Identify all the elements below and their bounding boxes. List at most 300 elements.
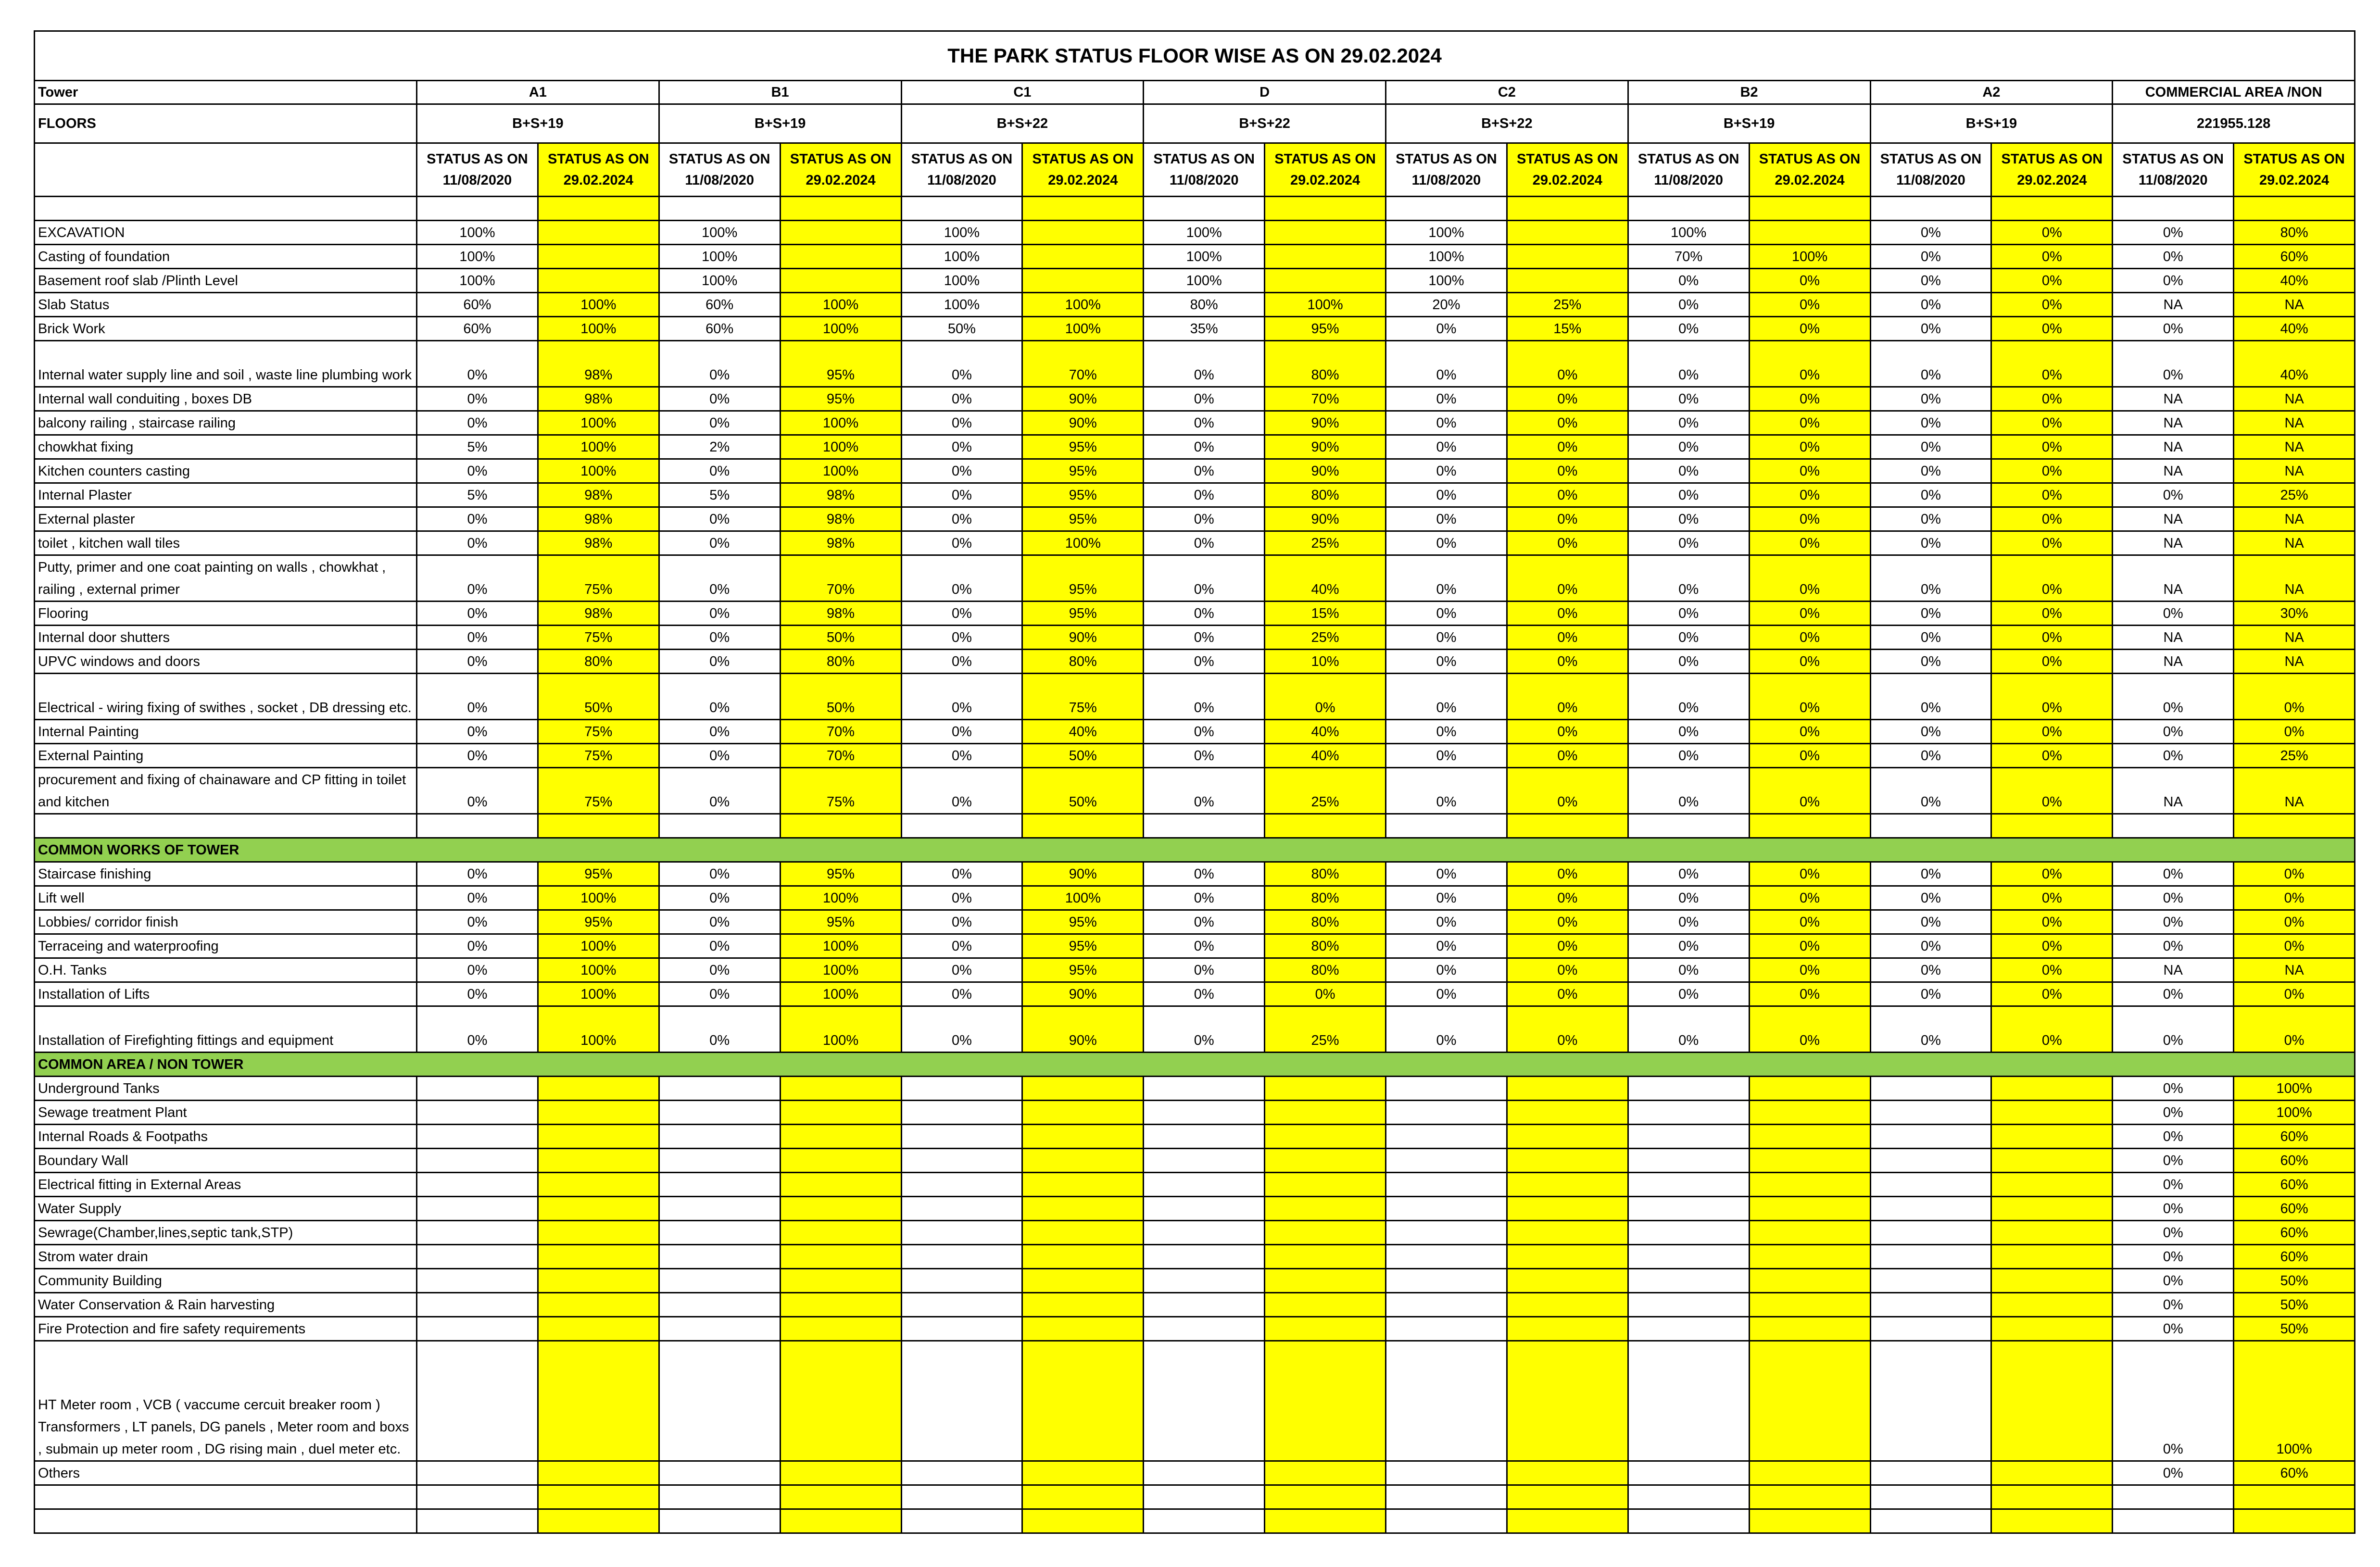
status-new-cell: 95%	[780, 862, 901, 886]
status-cell	[1507, 1509, 1628, 1533]
status-old-cell: 100%	[659, 245, 780, 269]
status-old-cell	[1386, 1173, 1507, 1197]
status-new-cell: 95%	[1022, 910, 1144, 934]
status-old-cell: 0%	[1628, 317, 1749, 341]
status-old-cell: 0%	[901, 531, 1022, 555]
status-old-cell	[1386, 1269, 1507, 1293]
status-old-cell	[417, 1293, 538, 1317]
status-cell	[659, 814, 780, 838]
status-new-cell: 95%	[538, 910, 659, 934]
table-row	[35, 910, 2355, 934]
table-row	[35, 1101, 2355, 1125]
tower-floors: B+S+22	[1144, 104, 1386, 143]
row-label: balcony railing , staircase railing	[35, 411, 417, 435]
status-old-cell	[1386, 1125, 1507, 1149]
status-old-cell: 0%	[659, 602, 780, 626]
status-new-cell: 25%	[1265, 626, 1386, 650]
table-row	[35, 1245, 2355, 1269]
status-cell	[1022, 1485, 1144, 1509]
table-row	[35, 674, 2355, 720]
status-old-cell	[659, 1149, 780, 1173]
status-old-cell	[1144, 1293, 1265, 1317]
status-old-cell: 0%	[1628, 459, 1749, 483]
status-old-cell: 0%	[901, 483, 1022, 507]
status-new-header: STATUS AS ON 29.02.2024	[1749, 143, 1870, 197]
status-new-cell: 75%	[1022, 674, 1144, 720]
status-new-cell	[1265, 1341, 1386, 1461]
status-new-cell	[538, 1077, 659, 1101]
status-old-cell: NA	[2113, 387, 2234, 411]
status-old-cell	[1144, 1149, 1265, 1173]
status-new-cell: 90%	[1022, 1006, 1144, 1053]
status-new-cell	[1022, 1341, 1144, 1461]
status-new-cell: 95%	[1022, 435, 1144, 459]
status-cell	[1870, 814, 1991, 838]
status-new-cell: 40%	[1022, 720, 1144, 744]
status-old-cell: 0%	[1628, 483, 1749, 507]
status-cell	[1991, 197, 2113, 221]
status-cell	[1749, 197, 1870, 221]
status-new-cell: 95%	[1265, 317, 1386, 341]
status-old-cell: 0%	[901, 862, 1022, 886]
row-label: Internal door shutters	[35, 626, 417, 650]
status-new-cell	[1507, 221, 1628, 245]
status-new-cell	[780, 1173, 901, 1197]
tower-floors: B+S+22	[1386, 104, 1628, 143]
status-new-cell: 0%	[1749, 483, 1870, 507]
status-cell	[417, 1509, 538, 1533]
status-old-cell: 0%	[1144, 411, 1265, 435]
status-new-cell: 40%	[1265, 744, 1386, 768]
status-old-cell: 0%	[417, 387, 538, 411]
tower-name: B2	[1628, 81, 1870, 104]
status-new-cell: 0%	[1991, 435, 2113, 459]
status-cell	[538, 197, 659, 221]
status-new-cell: 0%	[1749, 293, 1870, 317]
status-old-cell: 0%	[1144, 744, 1265, 768]
status-new-cell	[1265, 1269, 1386, 1293]
status-new-cell: 0%	[1749, 317, 1870, 341]
status-old-cell: 0%	[417, 602, 538, 626]
status-new-cell: 50%	[2234, 1269, 2355, 1293]
status-old-cell	[417, 1341, 538, 1461]
status-old-cell: 0%	[901, 768, 1022, 814]
tower-floors: B+S+19	[1870, 104, 2113, 143]
status-old-cell: 0%	[901, 674, 1022, 720]
status-new-cell	[1749, 1077, 1870, 1101]
row-label: UPVC windows and doors	[35, 650, 417, 674]
status-cell	[2113, 1509, 2234, 1533]
status-old-cell: 0%	[417, 459, 538, 483]
status-old-cell	[1386, 1101, 1507, 1125]
status-new-cell: 100%	[1022, 317, 1144, 341]
status-new-cell: 100%	[1022, 293, 1144, 317]
row-label: Casting of foundation	[35, 245, 417, 269]
status-new-cell: 75%	[538, 744, 659, 768]
status-new-cell: 0%	[1507, 982, 1628, 1006]
status-cell	[1991, 814, 2113, 838]
status-old-cell	[417, 1125, 538, 1149]
tower-floors: B+S+19	[417, 104, 659, 143]
status-cell	[901, 1485, 1022, 1509]
status-new-cell: 0%	[1749, 602, 1870, 626]
status-old-cell: 0%	[901, 934, 1022, 958]
status-old-cell: 0%	[417, 720, 538, 744]
status-old-cell	[1628, 1221, 1749, 1245]
row-label: Installation of Firefighting fittings and equipment	[35, 1006, 417, 1053]
row-label: chowkhat fixing	[35, 435, 417, 459]
status-cell	[1386, 814, 1507, 838]
status-cell	[2113, 1485, 2234, 1509]
status-new-cell	[780, 245, 901, 269]
status-new-cell: 80%	[538, 650, 659, 674]
status-new-cell: NA	[2234, 293, 2355, 317]
status-new-cell: 90%	[1265, 507, 1386, 531]
status-old-cell	[1870, 1149, 1991, 1173]
status-cell	[659, 197, 780, 221]
status-new-cell	[1507, 1077, 1628, 1101]
status-new-cell	[538, 1245, 659, 1269]
status-old-cell: 0%	[1870, 269, 1991, 293]
status-cell	[1265, 814, 1386, 838]
status-old-cell	[659, 1077, 780, 1101]
status-new-cell	[1022, 1125, 1144, 1149]
status-old-cell: 100%	[1144, 245, 1265, 269]
status-old-cell: 0%	[417, 341, 538, 387]
status-old-cell: 0%	[1144, 507, 1265, 531]
status-old-cell	[1144, 1173, 1265, 1197]
status-new-cell	[1265, 1173, 1386, 1197]
status-old-cell: 0%	[1144, 934, 1265, 958]
status-old-cell: 0%	[1386, 910, 1507, 934]
status-new-cell	[538, 245, 659, 269]
tower-floors: 221955.128	[2113, 104, 2355, 143]
status-new-cell: 0%	[2234, 674, 2355, 720]
status-new-cell: NA	[2234, 626, 2355, 650]
status-new-cell	[1991, 1341, 2113, 1461]
section-title: COMMON WORKS OF TOWER	[35, 838, 2355, 862]
status-new-cell	[538, 1101, 659, 1125]
status-header-row	[35, 143, 2355, 197]
status-new-cell: 95%	[1022, 958, 1144, 982]
status-new-cell	[538, 1461, 659, 1485]
status-old-header: STATUS AS ON 11/08/2020	[1870, 143, 1991, 197]
status-new-cell	[1749, 1341, 1870, 1461]
status-new-cell	[780, 1269, 901, 1293]
row-label: Lift well	[35, 886, 417, 910]
status-new-cell: 40%	[2234, 269, 2355, 293]
status-cell	[1749, 1509, 1870, 1533]
floors-label: FLOORS	[35, 104, 417, 143]
status-new-cell: 100%	[2234, 1077, 2355, 1101]
status-old-cell	[1870, 1245, 1991, 1269]
status-old-cell: 0%	[1870, 958, 1991, 982]
row-label: HT Meter room , VCB ( vaccume cercuit breaker room ) Transformers , LT panels, DG panels , Meter room and boxs , submain up meter room , DG rising main , duel meter etc.	[35, 1341, 417, 1461]
status-cell	[1749, 1485, 1870, 1509]
status-old-cell: NA	[2113, 507, 2234, 531]
status-cell	[1144, 1509, 1265, 1533]
status-new-cell: 0%	[1749, 674, 1870, 720]
status-new-cell	[780, 1317, 901, 1341]
status-old-cell: 0%	[1870, 626, 1991, 650]
status-old-cell: 0%	[417, 744, 538, 768]
status-old-cell: 0%	[1144, 720, 1265, 744]
status-old-cell: 60%	[659, 293, 780, 317]
status-old-cell: 0%	[1144, 862, 1265, 886]
status-new-cell: 0%	[1749, 1006, 1870, 1053]
status-cell	[538, 814, 659, 838]
status-old-cell: 0%	[417, 626, 538, 650]
status-cell	[1870, 197, 1991, 221]
status-old-cell: 0%	[659, 531, 780, 555]
status-old-header: STATUS AS ON 11/08/2020	[1144, 143, 1265, 197]
status-new-cell	[1265, 1317, 1386, 1341]
row-label: procurement and fixing of chainaware and CP fitting in toilet and kitchen	[35, 768, 417, 814]
status-old-cell: 0%	[1144, 341, 1265, 387]
status-old-cell	[1386, 1317, 1507, 1341]
status-old-cell: 0%	[2113, 1149, 2234, 1173]
tower-name: C1	[901, 81, 1144, 104]
status-new-cell	[1991, 1101, 2113, 1125]
status-cell	[417, 1485, 538, 1509]
status-new-cell: 100%	[2234, 1341, 2355, 1461]
status-new-cell: NA	[2234, 435, 2355, 459]
status-new-cell: 0%	[1265, 982, 1386, 1006]
status-old-cell	[1628, 1461, 1749, 1485]
status-new-cell: 100%	[780, 411, 901, 435]
tower-label: Tower	[35, 81, 417, 104]
status-new-cell: 0%	[1749, 886, 1870, 910]
status-new-cell: 80%	[1265, 483, 1386, 507]
row-label	[35, 197, 417, 221]
row-label: Internal wall conduiting , boxes DB	[35, 387, 417, 411]
status-sheet	[34, 30, 2354, 1526]
status-new-cell: 60%	[2234, 1461, 2355, 1485]
status-new-cell	[780, 1293, 901, 1317]
status-old-cell	[1628, 1077, 1749, 1101]
status-new-cell: 100%	[780, 1006, 901, 1053]
status-new-cell	[538, 1221, 659, 1245]
status-old-cell: 0%	[2113, 341, 2234, 387]
status-old-cell: 5%	[659, 483, 780, 507]
status-new-cell: 0%	[1507, 934, 1628, 958]
status-old-cell: 0%	[2113, 221, 2234, 245]
status-new-cell: 100%	[780, 317, 901, 341]
status-new-cell: NA	[2234, 387, 2355, 411]
status-old-cell	[1386, 1197, 1507, 1221]
status-cell	[1144, 814, 1265, 838]
status-new-cell	[1022, 221, 1144, 245]
status-new-cell: 0%	[1507, 1006, 1628, 1053]
status-old-cell: 0%	[1628, 411, 1749, 435]
status-new-cell: NA	[2234, 768, 2355, 814]
tower-floors: B+S+19	[1628, 104, 1870, 143]
status-old-cell: 0%	[659, 674, 780, 720]
status-old-cell	[1870, 1461, 1991, 1485]
status-old-cell: 0%	[417, 674, 538, 720]
status-cell	[1022, 1509, 1144, 1533]
status-old-cell: 0%	[1628, 341, 1749, 387]
status-new-cell	[1507, 1173, 1628, 1197]
status-old-cell: 2%	[659, 435, 780, 459]
status-old-cell: 0%	[901, 411, 1022, 435]
status-new-cell	[1265, 1125, 1386, 1149]
status-new-cell: 50%	[1022, 744, 1144, 768]
status-old-cell	[1386, 1221, 1507, 1245]
status-new-cell: 0%	[1507, 958, 1628, 982]
status-old-cell	[659, 1221, 780, 1245]
status-new-cell: 98%	[538, 483, 659, 507]
status-old-header: STATUS AS ON 11/08/2020	[901, 143, 1022, 197]
table-row	[35, 1125, 2355, 1149]
status-cell	[780, 197, 901, 221]
status-new-cell: 60%	[2234, 1149, 2355, 1173]
status-new-cell: 25%	[1265, 1006, 1386, 1053]
status-old-cell: 0%	[1870, 555, 1991, 602]
status-new-cell	[538, 1197, 659, 1221]
status-old-cell	[417, 1077, 538, 1101]
status-old-cell: 0%	[901, 626, 1022, 650]
status-old-cell: 0%	[1386, 507, 1507, 531]
status-old-cell: 0%	[901, 435, 1022, 459]
status-new-cell: 0%	[1991, 507, 2113, 531]
status-old-cell: 100%	[417, 221, 538, 245]
status-old-cell	[901, 1125, 1022, 1149]
status-new-cell: 0%	[1749, 411, 1870, 435]
status-cell	[1991, 1485, 2113, 1509]
status-new-cell: 98%	[538, 602, 659, 626]
status-old-cell: 0%	[417, 982, 538, 1006]
status-old-cell: 0%	[2113, 1341, 2234, 1461]
status-new-cell: 80%	[1265, 910, 1386, 934]
status-new-cell	[1749, 1125, 1870, 1149]
status-new-cell	[538, 1125, 659, 1149]
status-old-cell: 0%	[659, 768, 780, 814]
status-new-cell: 50%	[780, 626, 901, 650]
status-old-cell: 0%	[1144, 982, 1265, 1006]
status-new-cell: 95%	[780, 910, 901, 934]
row-label: Underground Tanks	[35, 1077, 417, 1101]
row-label: Slab Status	[35, 293, 417, 317]
status-new-cell	[780, 1197, 901, 1221]
table-row	[35, 1341, 2355, 1461]
status-old-cell	[1386, 1149, 1507, 1173]
status-new-cell: 100%	[780, 886, 901, 910]
status-old-cell: 0%	[1144, 483, 1265, 507]
status-new-cell: 100%	[780, 293, 901, 317]
tower-floors: B+S+22	[901, 104, 1144, 143]
status-cell	[2234, 197, 2355, 221]
status-old-cell: 60%	[659, 317, 780, 341]
status-new-cell: 90%	[1265, 459, 1386, 483]
status-new-cell: 0%	[1991, 744, 2113, 768]
status-cell	[780, 814, 901, 838]
status-old-cell: 0%	[1386, 744, 1507, 768]
status-new-cell: 40%	[1265, 555, 1386, 602]
status-old-cell: 0%	[1144, 958, 1265, 982]
section-row	[35, 1053, 2355, 1077]
status-old-cell: 0%	[659, 886, 780, 910]
table-row	[35, 507, 2355, 531]
status-new-cell: 70%	[1022, 341, 1144, 387]
status-new-cell	[1022, 1245, 1144, 1269]
status-new-cell: 100%	[780, 982, 901, 1006]
status-old-cell: 0%	[1386, 768, 1507, 814]
status-old-cell	[659, 1173, 780, 1197]
status-new-cell: NA	[2234, 531, 2355, 555]
status-old-cell: 0%	[1870, 531, 1991, 555]
status-new-cell: 0%	[2234, 886, 2355, 910]
status-old-cell: 0%	[2113, 269, 2234, 293]
status-old-cell: 0%	[1870, 507, 1991, 531]
row-label: Internal water supply line and soil , waste line plumbing work	[35, 341, 417, 387]
status-old-cell: 0%	[1628, 626, 1749, 650]
table-row	[35, 411, 2355, 435]
status-old-cell: 0%	[901, 650, 1022, 674]
status-new-cell: 0%	[1749, 269, 1870, 293]
status-old-cell: 80%	[1144, 293, 1265, 317]
status-old-cell: 100%	[1144, 269, 1265, 293]
floors-row	[35, 104, 2355, 143]
row-label: Community Building	[35, 1269, 417, 1293]
status-cell	[1870, 1509, 1991, 1533]
status-new-cell: 0%	[1507, 459, 1628, 483]
row-label: Water Conservation & Rain harvesting	[35, 1293, 417, 1317]
table-row	[35, 934, 2355, 958]
status-header-blank	[35, 143, 417, 197]
status-old-cell: 0%	[1628, 910, 1749, 934]
status-old-cell: 0%	[1870, 483, 1991, 507]
status-new-cell: 50%	[1022, 768, 1144, 814]
status-new-cell: 0%	[1991, 411, 2113, 435]
status-old-cell	[901, 1197, 1022, 1221]
tower-row	[35, 81, 2355, 104]
status-new-cell: 80%	[1265, 958, 1386, 982]
status-old-cell: 0%	[1870, 982, 1991, 1006]
status-old-cell	[417, 1149, 538, 1173]
status-old-cell: 0%	[2113, 1293, 2234, 1317]
status-old-cell: 0%	[1870, 317, 1991, 341]
status-old-cell: 0%	[2113, 1006, 2234, 1053]
status-old-cell: 0%	[1870, 1006, 1991, 1053]
status-old-cell	[1628, 1125, 1749, 1149]
status-new-cell	[1749, 1149, 1870, 1173]
status-cell	[1265, 1509, 1386, 1533]
status-old-cell: 0%	[2113, 862, 2234, 886]
status-new-cell: 0%	[2234, 934, 2355, 958]
status-new-cell: 98%	[780, 483, 901, 507]
status-new-cell: 0%	[1507, 483, 1628, 507]
status-new-cell: 0%	[1749, 650, 1870, 674]
status-new-cell	[1749, 1197, 1870, 1221]
status-new-cell: 0%	[2234, 982, 2355, 1006]
status-old-cell: 0%	[2113, 602, 2234, 626]
status-old-cell	[1870, 1317, 1991, 1341]
status-new-cell: 0%	[2234, 862, 2355, 886]
status-new-cell	[1265, 1461, 1386, 1485]
status-new-cell	[538, 1173, 659, 1197]
status-new-cell: 100%	[538, 958, 659, 982]
status-new-cell: 100%	[538, 459, 659, 483]
status-old-cell: 0%	[417, 910, 538, 934]
status-new-cell: 0%	[1991, 720, 2113, 744]
status-old-cell: 0%	[417, 958, 538, 982]
status-old-cell	[1628, 1197, 1749, 1221]
status-new-cell: 0%	[1749, 459, 1870, 483]
status-new-cell: 80%	[2234, 221, 2355, 245]
status-new-cell	[1265, 245, 1386, 269]
status-new-cell: 0%	[1507, 411, 1628, 435]
